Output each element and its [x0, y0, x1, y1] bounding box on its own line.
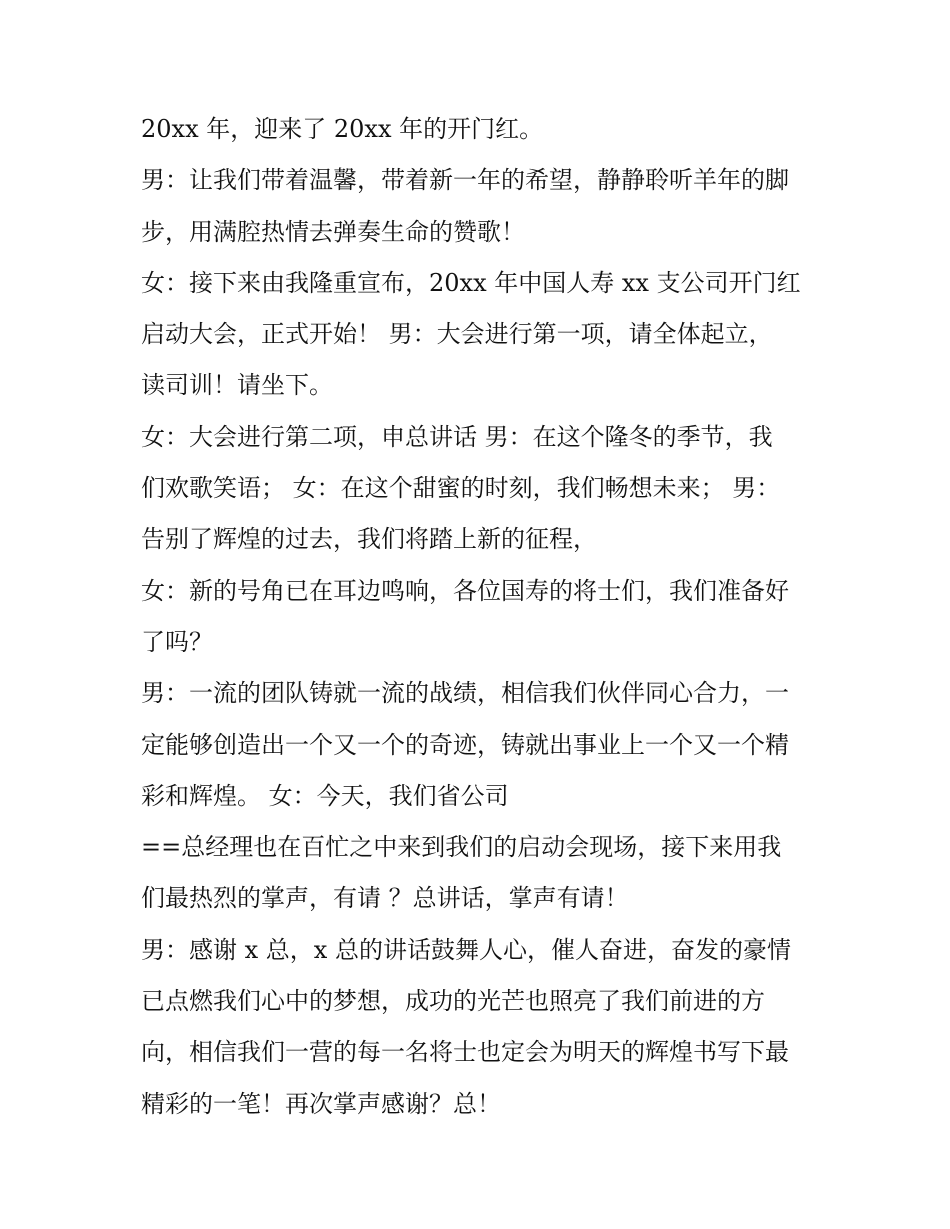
text-line: 女：新的号角已在耳边鸣响，各位国寿的将士们，我们准备好 — [141, 576, 789, 605]
text-line: 精彩的一笔！再次掌声感谢？总！ — [141, 1089, 501, 1118]
text-line: 启动大会，正式开始！ 男：大会进行第一项，请全体起立， — [141, 320, 773, 349]
text-line: 读司训！请坐下。 — [141, 371, 333, 400]
text-line: 已点燃我们心中的梦想，成功的光芒也照亮了我们前进的方 — [141, 987, 765, 1016]
text-line: 告别了辉煌的过去，我们将踏上新的征程， — [141, 525, 597, 554]
text-line: 男：感谢 x 总，x 总的讲话鼓舞人心，催人奋进，奋发的豪情 — [141, 935, 791, 964]
text-line: 女：大会进行第二项，申总讲话 男：在这个隆冬的季节，我 — [141, 422, 773, 451]
text-line: 向，相信我们一营的每一名将士也定会为明天的辉煌书写下最 — [141, 1038, 789, 1067]
text-line: 定能够创造出一个又一个的奇迹，铸就出事业上一个又一个精 — [141, 730, 789, 759]
text-line: 彩和辉煌。 女：今天，我们省公司 — [141, 781, 509, 810]
text-line: ==总经理也在百忙之中来到我们的启动会现场，接下来用我 — [141, 833, 782, 862]
text-line: 了吗？ — [141, 627, 213, 656]
text-line: 步，用满腔热情去弹奏生命的赞歌！ — [141, 217, 525, 246]
text-line: 女：接下来由我隆重宣布，20xx 年中国人寿 xx 支公司开门红 — [141, 268, 801, 297]
text-line: 20xx 年，迎来了 20xx 年的开门红。 — [141, 115, 544, 143]
text-line: 男：一流的团队铸就一流的战绩，相信我们伙伴同心合力，一 — [141, 679, 789, 708]
text-line: 们最热烈的掌声，有请 ？总讲话，掌声有请！ — [141, 884, 629, 913]
document-body — [141, 104, 821, 1130]
text-line: 男：让我们带着温馨，带着新一年的希望，静静聆听羊年的脚 — [141, 166, 789, 195]
text-line: 们欢歌笑语； 女：在这个甜蜜的时刻，我们畅想未来； 男： — [141, 474, 781, 503]
